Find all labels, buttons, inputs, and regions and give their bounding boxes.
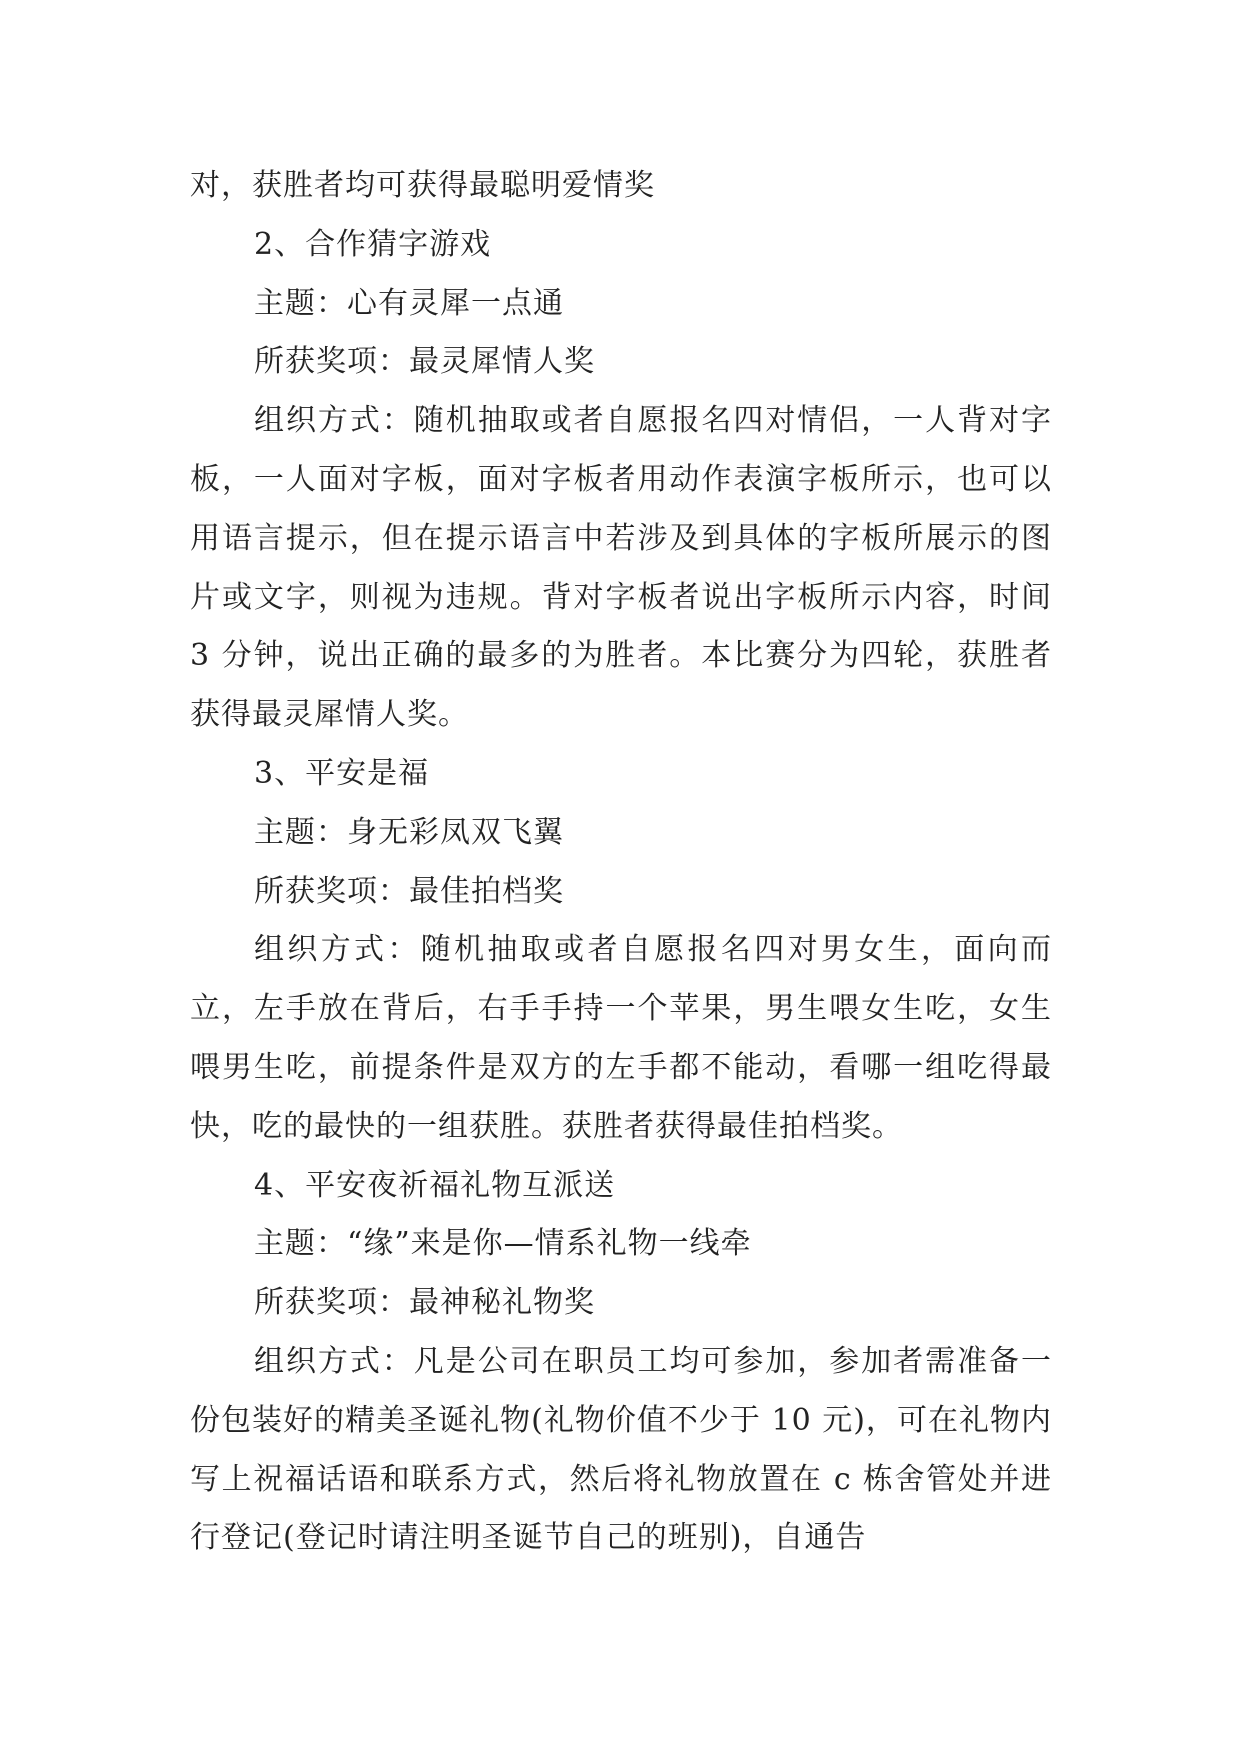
section-3-award: 所获奖项：最佳拍档奖 bbox=[254, 873, 564, 909]
paragraph-continuation: 对，获胜者均可获得最聪明爱情奖 bbox=[190, 168, 655, 203]
section-heading-2: 2、合作猜字游戏 bbox=[254, 226, 492, 262]
section-4-theme: 主题：“缘”来是你—情系礼物一线牵 bbox=[254, 1226, 752, 1262]
section-2-theme: 主题：心有灵犀一点通 bbox=[254, 285, 564, 321]
section-4-award: 所获奖项：最神秘礼物奖 bbox=[254, 1285, 595, 1321]
section-3-theme: 主题：身无彩凤双飞翼 bbox=[254, 814, 564, 850]
section-2-method: 组织方式：随机抽取或者自愿报名四对情侣，一人背对字板，一人面对字板，面对字板者用动作表演字板所示，也可以用语言提示，但在提示语言中若涉及到具体的字板所展示的图片或文字，则视为违规。背对字板者说出字板所示内容，时间 3 分钟，说出正确的最多的为胜者。本比赛分为四轮，获胜者获得最灵犀情人奖。 bbox=[190, 403, 1052, 733]
section-4-method: 组织方式：凡是公司在职员工均可参加，参加者需准备一份包装好的精美圣诞礼物(礼物价值不少于 10 元)，可在礼物内写上祝福话语和联系方式，然后将礼物放置在 c 栋舍管处并进行登记(登记时请注明圣诞节自己的班别)，自通告 bbox=[190, 1343, 1052, 1556]
section-3-method: 组织方式：随机抽取或者自愿报名四对男女生，面向而立，左手放在背后，右手手持一个苹果，男生喂女生吃，女生喂男生吃，前提条件是双方的左手都不能动，看哪一组吃得最快，吃的最快的一组获胜。获胜者获得最佳拍档奖。 bbox=[190, 932, 1052, 1144]
section-2-award: 所获奖项：最灵犀情人奖 bbox=[254, 344, 595, 380]
document-body bbox=[190, 157, 1052, 1568]
section-heading-3: 3、平安是福 bbox=[254, 755, 430, 791]
section-heading-4: 4、平安夜祈福礼物互派送 bbox=[254, 1167, 616, 1203]
